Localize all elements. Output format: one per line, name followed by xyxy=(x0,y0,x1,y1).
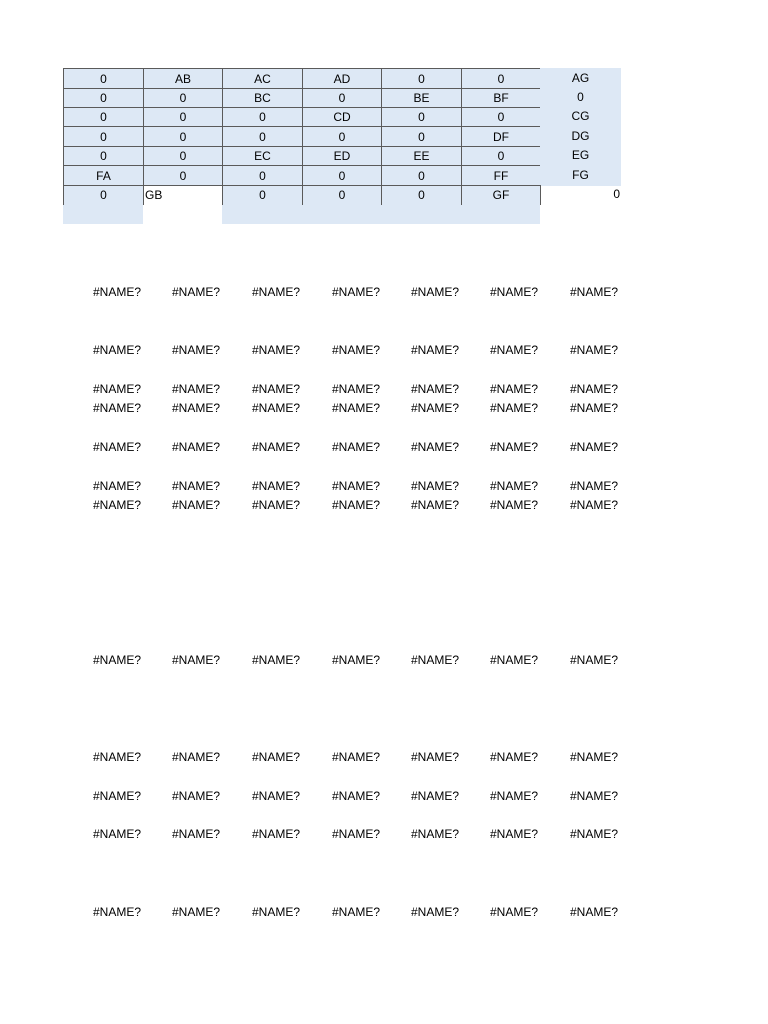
table-cell-r1-c3[interactable]: AC xyxy=(222,68,303,89)
error-cell[interactable]: #NAME? xyxy=(251,401,301,415)
error-cell[interactable]: #NAME? xyxy=(171,498,221,512)
error-cell[interactable]: #NAME? xyxy=(410,750,460,764)
table-cell-r5-c1[interactable]: 0 xyxy=(63,146,144,166)
error-cell[interactable]: #NAME? xyxy=(489,440,539,454)
error-cell[interactable]: #NAME? xyxy=(410,343,460,357)
error-cell[interactable]: #NAME? xyxy=(92,401,142,415)
error-cell[interactable]: #NAME? xyxy=(92,285,142,299)
error-cell[interactable]: #NAME? xyxy=(171,285,221,299)
table-cell-r6-c5[interactable]: 0 xyxy=(381,165,462,186)
table-cell-r7-c1[interactable]: 0 xyxy=(63,185,144,205)
table-cell-r6-c2[interactable]: 0 xyxy=(143,165,223,186)
error-cell[interactable]: #NAME? xyxy=(489,827,539,841)
error-cell[interactable]: #NAME? xyxy=(569,905,619,919)
error-cell[interactable]: #NAME? xyxy=(569,498,619,512)
error-cell[interactable]: #NAME? xyxy=(489,479,539,493)
error-cell[interactable]: #NAME? xyxy=(331,789,381,803)
error-cell[interactable]: #NAME? xyxy=(569,479,619,493)
error-cell[interactable]: #NAME? xyxy=(251,827,301,841)
error-cell[interactable]: #NAME? xyxy=(489,343,539,357)
error-cell[interactable]: #NAME? xyxy=(251,750,301,764)
table-cell-r4-c7[interactable]: DG xyxy=(540,126,621,147)
table-cell-r2-c4[interactable]: 0 xyxy=(302,88,382,108)
table-cell-r3-c2[interactable]: 0 xyxy=(143,107,223,127)
table-cell-r7-c7[interactable]: 0 xyxy=(613,187,620,201)
error-cell[interactable]: #NAME? xyxy=(331,382,381,396)
table-cell-r3-c4[interactable]: CD xyxy=(302,107,382,127)
error-cell[interactable]: #NAME? xyxy=(171,653,221,667)
error-cell[interactable]: #NAME? xyxy=(331,498,381,512)
error-cell[interactable]: #NAME? xyxy=(569,750,619,764)
error-cell[interactable]: #NAME? xyxy=(251,789,301,803)
table-cell-r6-c6[interactable]: FF xyxy=(461,165,541,186)
table-cell-r2-c2[interactable]: 0 xyxy=(143,88,223,108)
error-cell[interactable]: #NAME? xyxy=(410,653,460,667)
table-cell-r3-c6[interactable]: 0 xyxy=(461,107,541,127)
table-cell-r1-c7[interactable]: AG xyxy=(540,68,621,89)
error-cell[interactable]: #NAME? xyxy=(171,440,221,454)
table-cell-r7-c6[interactable]: GF xyxy=(461,185,541,205)
table-cell-r1-c5[interactable]: 0 xyxy=(381,68,462,89)
table-cell-r5-c4[interactable]: ED xyxy=(302,146,382,166)
table-cell-r7-c2[interactable]: GB xyxy=(143,185,223,205)
table-cell-r1-c6[interactable]: 0 xyxy=(461,68,541,89)
error-cell[interactable]: #NAME? xyxy=(569,343,619,357)
error-cell[interactable]: #NAME? xyxy=(251,498,301,512)
error-cell[interactable]: #NAME? xyxy=(331,479,381,493)
error-cell[interactable]: #NAME? xyxy=(569,653,619,667)
table-cell-r7-c4[interactable]: 0 xyxy=(302,185,382,205)
error-cell[interactable]: #NAME? xyxy=(171,750,221,764)
error-cell[interactable]: #NAME? xyxy=(92,343,142,357)
error-cell[interactable]: #NAME? xyxy=(489,789,539,803)
error-cell[interactable]: #NAME? xyxy=(251,479,301,493)
error-cell[interactable]: #NAME? xyxy=(331,401,381,415)
error-cell[interactable]: #NAME? xyxy=(331,440,381,454)
table-cell-r1-c4[interactable]: AD xyxy=(302,68,382,89)
error-cell[interactable]: #NAME? xyxy=(92,653,142,667)
table-cell-r4-c5[interactable]: 0 xyxy=(381,126,462,147)
table-cell-r3-c7[interactable]: CG xyxy=(540,107,621,127)
error-cell[interactable]: #NAME? xyxy=(569,382,619,396)
error-cell[interactable]: #NAME? xyxy=(331,827,381,841)
error-cell[interactable]: #NAME? xyxy=(171,479,221,493)
table-cell-r3-c5[interactable]: 0 xyxy=(381,107,462,127)
error-cell[interactable]: #NAME? xyxy=(92,479,142,493)
error-cell[interactable]: #NAME? xyxy=(569,789,619,803)
error-cell[interactable]: #NAME? xyxy=(92,382,142,396)
error-cell[interactable]: #NAME? xyxy=(410,440,460,454)
table-cell-r3-c3[interactable]: 0 xyxy=(222,107,303,127)
error-cell[interactable]: #NAME? xyxy=(92,905,142,919)
table-cell-r2-c6[interactable]: BF xyxy=(461,88,541,108)
error-cell[interactable]: #NAME? xyxy=(331,905,381,919)
table-cell-r2-c7[interactable]: 0 xyxy=(540,88,621,108)
table-cell-r5-c2[interactable]: 0 xyxy=(143,146,223,166)
error-cell[interactable]: #NAME? xyxy=(171,789,221,803)
error-cell[interactable]: #NAME? xyxy=(410,827,460,841)
error-cell[interactable]: #NAME? xyxy=(410,789,460,803)
table-cell-r7-c5[interactable]: 0 xyxy=(381,185,462,205)
error-cell[interactable]: #NAME? xyxy=(171,401,221,415)
error-cell[interactable]: #NAME? xyxy=(92,827,142,841)
error-cell[interactable]: #NAME? xyxy=(410,401,460,415)
error-cell[interactable]: #NAME? xyxy=(92,789,142,803)
error-cell[interactable]: #NAME? xyxy=(569,827,619,841)
error-cell[interactable]: #NAME? xyxy=(410,382,460,396)
error-cell[interactable]: #NAME? xyxy=(489,498,539,512)
table-cell-r5-c3[interactable]: EC xyxy=(222,146,303,166)
table-cell-r5-c7[interactable]: EG xyxy=(540,146,621,166)
error-cell[interactable]: #NAME? xyxy=(331,653,381,667)
table-cell-r4-c2[interactable]: 0 xyxy=(143,126,223,147)
error-cell[interactable]: #NAME? xyxy=(92,440,142,454)
error-cell[interactable]: #NAME? xyxy=(251,285,301,299)
error-cell[interactable]: #NAME? xyxy=(92,750,142,764)
error-cell[interactable]: #NAME? xyxy=(489,750,539,764)
table-cell-r6-c4[interactable]: 0 xyxy=(302,165,382,186)
table-cell-r6-c3[interactable]: 0 xyxy=(222,165,303,186)
error-cell[interactable]: #NAME? xyxy=(171,382,221,396)
error-cell[interactable]: #NAME? xyxy=(410,498,460,512)
error-cell[interactable]: #NAME? xyxy=(92,498,142,512)
error-cell[interactable]: #NAME? xyxy=(171,343,221,357)
table-cell-r6-c7[interactable]: FG xyxy=(540,165,621,186)
error-cell[interactable]: #NAME? xyxy=(569,401,619,415)
table-cell-r4-c1[interactable]: 0 xyxy=(63,126,144,147)
error-cell[interactable]: #NAME? xyxy=(251,440,301,454)
table-cell-r7-c3[interactable]: 0 xyxy=(222,185,303,205)
error-cell[interactable]: #NAME? xyxy=(489,285,539,299)
error-cell[interactable]: #NAME? xyxy=(489,382,539,396)
error-cell[interactable]: #NAME? xyxy=(251,905,301,919)
table-cell-r5-c5[interactable]: EE xyxy=(381,146,462,166)
error-cell[interactable]: #NAME? xyxy=(489,653,539,667)
error-cell[interactable]: #NAME? xyxy=(171,827,221,841)
error-cell[interactable]: #NAME? xyxy=(331,750,381,764)
table-cell-r1-c1[interactable]: 0 xyxy=(63,68,144,89)
table-cell-r4-c3[interactable]: 0 xyxy=(222,126,303,147)
error-cell[interactable]: #NAME? xyxy=(410,479,460,493)
error-cell[interactable]: #NAME? xyxy=(331,285,381,299)
table-cell-r2-c3[interactable]: BC xyxy=(222,88,303,108)
error-cell[interactable]: #NAME? xyxy=(251,343,301,357)
table-cell-r4-c4[interactable]: 0 xyxy=(302,126,382,147)
error-cell[interactable]: #NAME? xyxy=(251,382,301,396)
error-cell[interactable]: #NAME? xyxy=(251,653,301,667)
error-cell[interactable]: #NAME? xyxy=(410,285,460,299)
table-cell-r2-c5[interactable]: BE xyxy=(381,88,462,108)
table-cell-r5-c6[interactable]: 0 xyxy=(461,146,541,166)
table-cell-r6-c1[interactable]: FA xyxy=(63,165,144,186)
table-cell-r2-c1[interactable]: 0 xyxy=(63,88,144,108)
error-cell[interactable]: #NAME? xyxy=(569,285,619,299)
table-cell-r3-c1[interactable]: 0 xyxy=(63,107,144,127)
error-cell[interactable]: #NAME? xyxy=(171,905,221,919)
table-cell-r4-c6[interactable]: DF xyxy=(461,126,541,147)
error-cell[interactable]: #NAME? xyxy=(489,401,539,415)
error-cell[interactable]: #NAME? xyxy=(569,440,619,454)
table-cell-r1-c2[interactable]: AB xyxy=(143,68,223,89)
error-cell[interactable]: #NAME? xyxy=(331,343,381,357)
error-cell[interactable]: #NAME? xyxy=(410,905,460,919)
error-cell[interactable]: #NAME? xyxy=(489,905,539,919)
